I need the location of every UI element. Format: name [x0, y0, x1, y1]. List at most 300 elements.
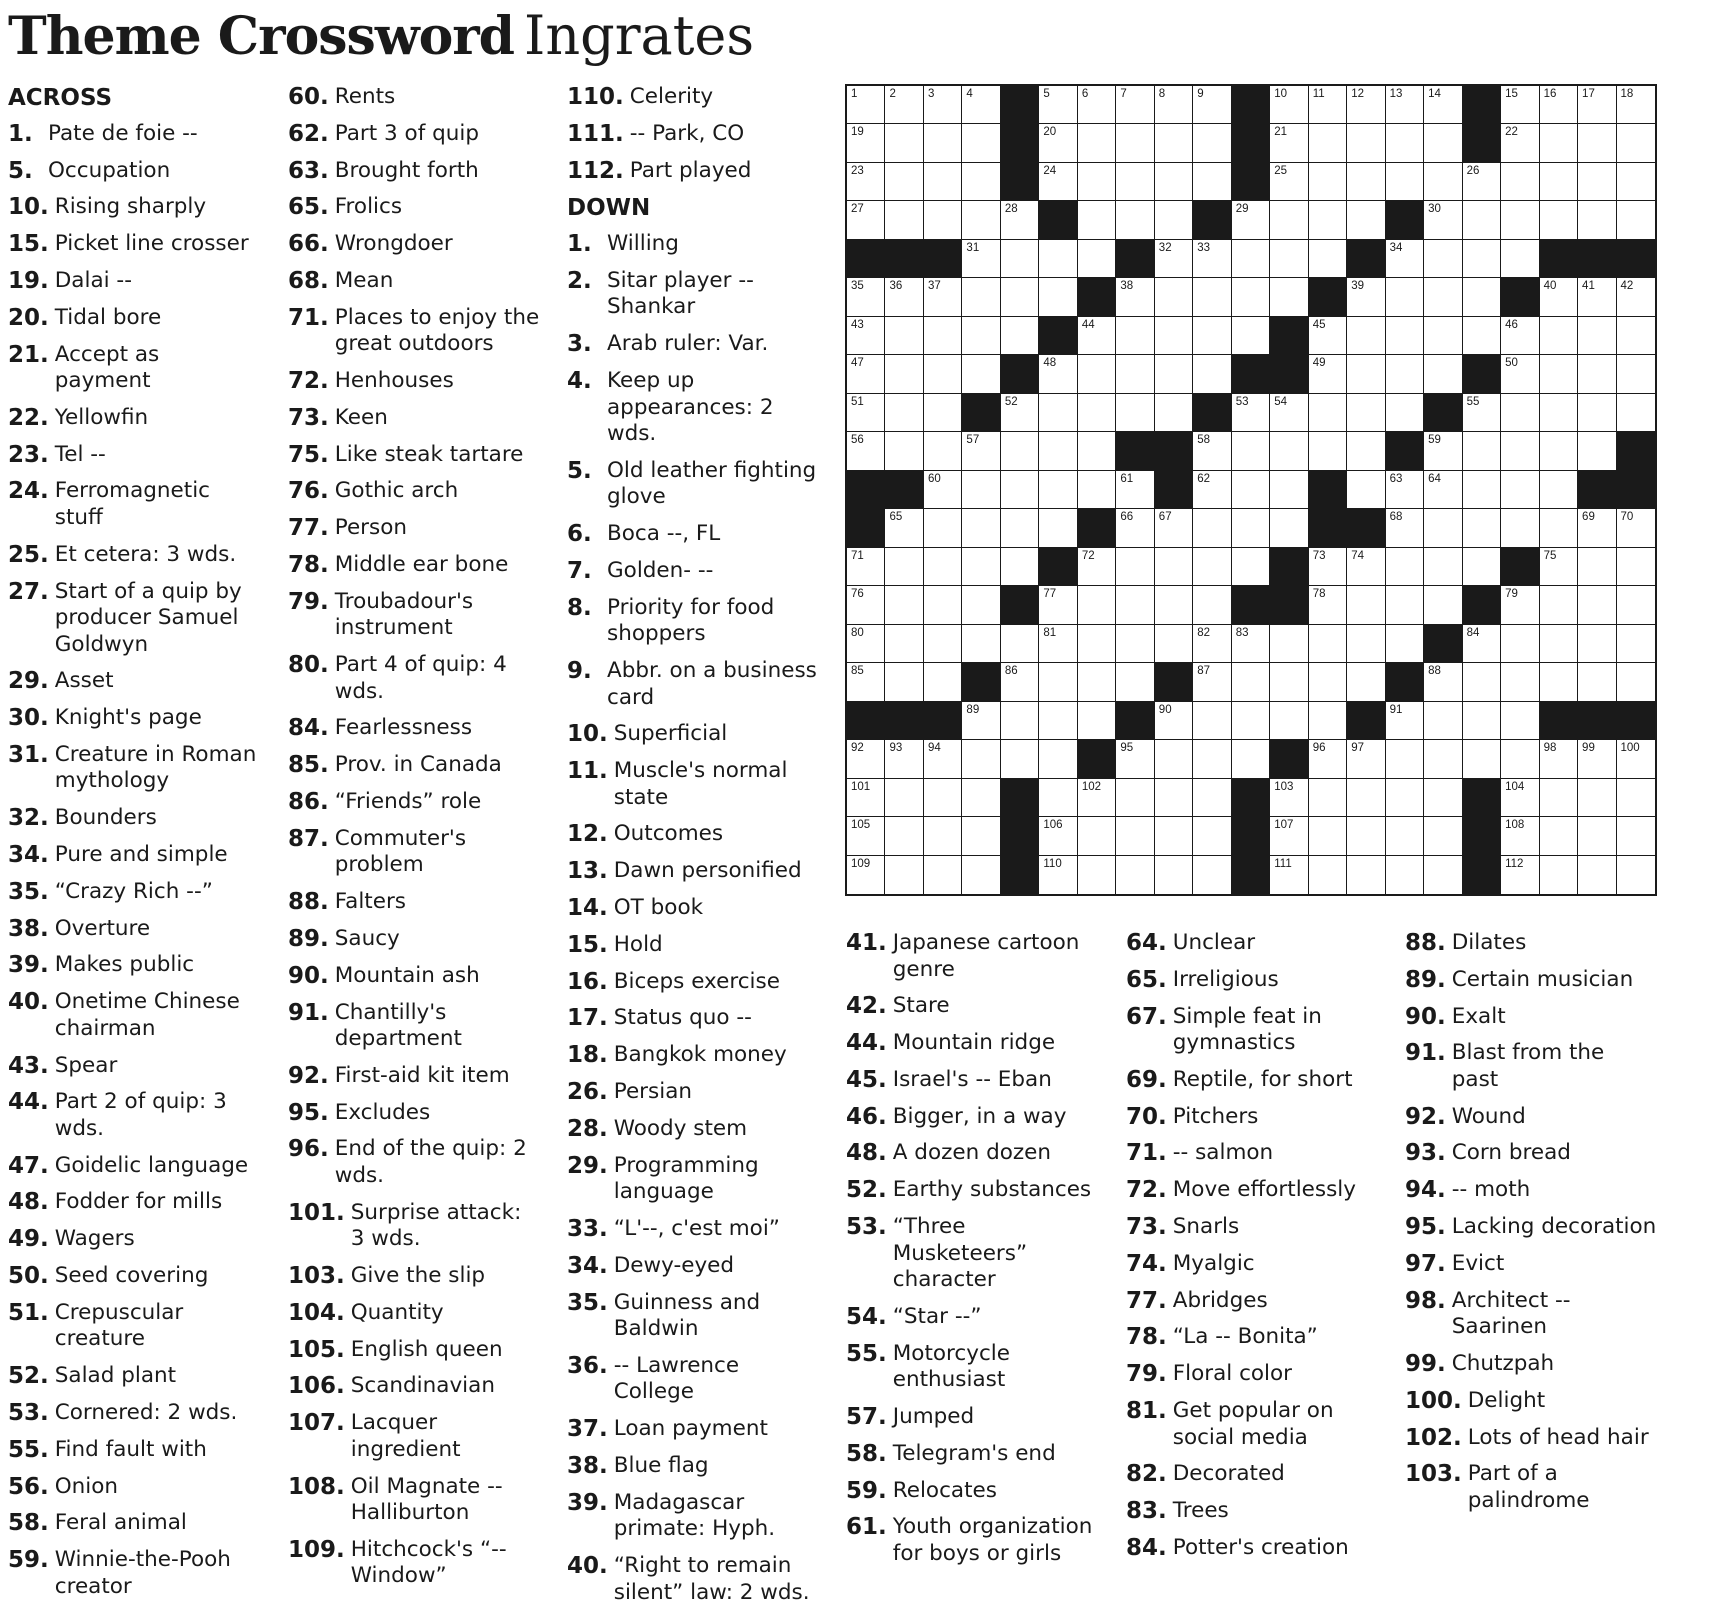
grid-cell[interactable] [1116, 548, 1154, 586]
grid-cell[interactable] [1155, 278, 1193, 316]
grid-cell[interactable] [1039, 163, 1077, 201]
grid-cell[interactable] [962, 740, 1000, 778]
grid-cell[interactable] [847, 124, 885, 162]
grid-cell[interactable] [962, 124, 1000, 162]
grid-cell[interactable] [1232, 201, 1270, 239]
grid-cell[interactable] [1540, 278, 1578, 316]
grid-cell[interactable] [1078, 432, 1116, 470]
grid-cell[interactable] [924, 317, 962, 355]
grid-cell[interactable] [1424, 548, 1462, 586]
grid-cell[interactable] [1078, 240, 1116, 278]
grid-cell[interactable] [1039, 355, 1077, 393]
grid-cell[interactable] [1039, 124, 1077, 162]
grid-cell[interactable] [885, 201, 923, 239]
grid-cell[interactable] [1501, 240, 1539, 278]
grid-cell[interactable] [1232, 278, 1270, 316]
grid-cell[interactable] [1039, 509, 1077, 547]
grid-cell[interactable] [1424, 856, 1462, 894]
grid-cell[interactable] [1078, 317, 1116, 355]
grid-cell[interactable] [885, 394, 923, 432]
grid-cell[interactable] [1309, 663, 1347, 701]
grid-cell[interactable] [847, 779, 885, 817]
grid-cell[interactable] [962, 856, 1000, 894]
grid-cell[interactable] [1155, 509, 1193, 547]
grid-cell[interactable] [1116, 740, 1154, 778]
grid-cell[interactable] [1232, 240, 1270, 278]
grid-cell[interactable] [885, 663, 923, 701]
grid-cell[interactable] [1001, 240, 1039, 278]
grid-cell[interactable] [1386, 740, 1424, 778]
grid-cell[interactable] [1155, 625, 1193, 663]
grid-cell[interactable] [1501, 586, 1539, 624]
grid-cell[interactable] [1540, 817, 1578, 855]
grid-cell[interactable] [1386, 548, 1424, 586]
grid-cell[interactable] [1155, 201, 1193, 239]
grid-cell[interactable] [885, 317, 923, 355]
grid-cell[interactable] [1578, 86, 1616, 124]
grid-cell[interactable] [1540, 86, 1578, 124]
grid-cell[interactable] [1386, 779, 1424, 817]
grid-cell[interactable] [1347, 355, 1385, 393]
grid-cell[interactable] [1540, 432, 1578, 470]
grid-cell[interactable] [1578, 163, 1616, 201]
grid-cell[interactable] [885, 779, 923, 817]
grid-cell[interactable] [1078, 394, 1116, 432]
grid-cell[interactable] [1578, 625, 1616, 663]
grid-cell[interactable] [1001, 702, 1039, 740]
grid-cell[interactable] [1193, 509, 1231, 547]
grid-cell[interactable] [962, 471, 1000, 509]
grid-cell[interactable] [1270, 432, 1308, 470]
grid-cell[interactable] [1309, 548, 1347, 586]
grid-cell[interactable] [1463, 740, 1501, 778]
grid-cell[interactable] [1193, 548, 1231, 586]
grid-cell[interactable] [1309, 201, 1347, 239]
grid-cell[interactable] [1193, 586, 1231, 624]
grid-cell[interactable] [1617, 625, 1655, 663]
grid-cell[interactable] [1347, 278, 1385, 316]
grid-cell[interactable] [924, 471, 962, 509]
grid-cell[interactable] [1578, 317, 1616, 355]
grid-cell[interactable] [1270, 625, 1308, 663]
grid-cell[interactable] [1578, 663, 1616, 701]
grid-cell[interactable] [847, 201, 885, 239]
grid-cell[interactable] [962, 817, 1000, 855]
grid-cell[interactable] [1039, 278, 1077, 316]
grid-cell[interactable] [1039, 471, 1077, 509]
grid-cell[interactable] [1116, 355, 1154, 393]
grid-cell[interactable] [1232, 394, 1270, 432]
grid-cell[interactable] [924, 124, 962, 162]
grid-cell[interactable] [1540, 201, 1578, 239]
grid-cell[interactable] [1155, 586, 1193, 624]
grid-cell[interactable] [1501, 740, 1539, 778]
grid-cell[interactable] [1116, 856, 1154, 894]
grid-cell[interactable] [1116, 317, 1154, 355]
grid-cell[interactable] [1386, 702, 1424, 740]
grid-cell[interactable] [1232, 663, 1270, 701]
grid-cell[interactable] [962, 779, 1000, 817]
grid-cell[interactable] [1463, 625, 1501, 663]
grid-cell[interactable] [1501, 856, 1539, 894]
grid-cell[interactable] [1463, 240, 1501, 278]
grid-cell[interactable] [1386, 817, 1424, 855]
grid-cell[interactable] [1501, 625, 1539, 663]
grid-cell[interactable] [885, 625, 923, 663]
grid-cell[interactable] [1347, 548, 1385, 586]
grid-cell[interactable] [1078, 663, 1116, 701]
grid-cell[interactable] [1617, 317, 1655, 355]
grid-cell[interactable] [1578, 355, 1616, 393]
grid-cell[interactable] [847, 817, 885, 855]
grid-cell[interactable] [1078, 355, 1116, 393]
grid-cell[interactable] [924, 201, 962, 239]
grid-cell[interactable] [1193, 278, 1231, 316]
grid-cell[interactable] [1386, 86, 1424, 124]
grid-cell[interactable] [1617, 86, 1655, 124]
grid-cell[interactable] [885, 432, 923, 470]
grid-cell[interactable] [1501, 317, 1539, 355]
grid-cell[interactable] [1309, 86, 1347, 124]
grid-cell[interactable] [1001, 317, 1039, 355]
grid-cell[interactable] [1347, 663, 1385, 701]
grid-cell[interactable] [1347, 856, 1385, 894]
grid-cell[interactable] [1386, 163, 1424, 201]
grid-cell[interactable] [1617, 817, 1655, 855]
grid-cell[interactable] [1578, 548, 1616, 586]
grid-cell[interactable] [1155, 702, 1193, 740]
grid-cell[interactable] [1155, 124, 1193, 162]
grid-cell[interactable] [962, 240, 1000, 278]
grid-cell[interactable] [1078, 779, 1116, 817]
grid-cell[interactable] [1193, 124, 1231, 162]
grid-cell[interactable] [1578, 740, 1616, 778]
grid-cell[interactable] [1078, 856, 1116, 894]
grid-cell[interactable] [1424, 201, 1462, 239]
grid-cell[interactable] [1232, 625, 1270, 663]
grid-cell[interactable] [1001, 394, 1039, 432]
grid-cell[interactable] [847, 355, 885, 393]
grid-cell[interactable] [885, 355, 923, 393]
grid-cell[interactable] [1617, 278, 1655, 316]
grid-cell[interactable] [1424, 317, 1462, 355]
grid-cell[interactable] [1578, 124, 1616, 162]
grid-cell[interactable] [1501, 817, 1539, 855]
grid-cell[interactable] [1232, 509, 1270, 547]
grid-cell[interactable] [847, 86, 885, 124]
grid-cell[interactable] [1039, 394, 1077, 432]
grid-cell[interactable] [1424, 702, 1462, 740]
grid-cell[interactable] [1463, 278, 1501, 316]
grid-cell[interactable] [1078, 201, 1116, 239]
grid-cell[interactable] [1501, 163, 1539, 201]
grid-cell[interactable] [924, 779, 962, 817]
grid-cell[interactable] [1386, 625, 1424, 663]
grid-cell[interactable] [1039, 86, 1077, 124]
grid-cell[interactable] [1039, 663, 1077, 701]
grid-cell[interactable] [924, 163, 962, 201]
grid-cell[interactable] [1155, 355, 1193, 393]
grid-cell[interactable] [962, 586, 1000, 624]
grid-cell[interactable] [1386, 355, 1424, 393]
grid-cell[interactable] [1155, 394, 1193, 432]
grid-cell[interactable] [1039, 817, 1077, 855]
grid-cell[interactable] [1347, 779, 1385, 817]
grid-cell[interactable] [1232, 702, 1270, 740]
grid-cell[interactable] [1193, 740, 1231, 778]
grid-cell[interactable] [1193, 86, 1231, 124]
grid-cell[interactable] [1540, 856, 1578, 894]
grid-cell[interactable] [1270, 471, 1308, 509]
grid-cell[interactable] [1501, 471, 1539, 509]
grid-cell[interactable] [1001, 432, 1039, 470]
grid-cell[interactable] [1193, 817, 1231, 855]
grid-cell[interactable] [1501, 779, 1539, 817]
grid-cell[interactable] [962, 278, 1000, 316]
grid-cell[interactable] [1501, 394, 1539, 432]
grid-cell[interactable] [1617, 740, 1655, 778]
grid-cell[interactable] [1232, 548, 1270, 586]
grid-cell[interactable] [1424, 779, 1462, 817]
grid-cell[interactable] [1193, 779, 1231, 817]
grid-cell[interactable] [1155, 740, 1193, 778]
grid-cell[interactable] [1116, 163, 1154, 201]
grid-cell[interactable] [1193, 471, 1231, 509]
grid-cell[interactable] [1578, 817, 1616, 855]
grid-cell[interactable] [1463, 548, 1501, 586]
grid-cell[interactable] [1424, 432, 1462, 470]
grid-cell[interactable] [1463, 432, 1501, 470]
grid-cell[interactable] [1347, 471, 1385, 509]
grid-cell[interactable] [1116, 201, 1154, 239]
grid-cell[interactable] [1617, 201, 1655, 239]
grid-cell[interactable] [1116, 817, 1154, 855]
grid-cell[interactable] [1347, 586, 1385, 624]
grid-cell[interactable] [847, 740, 885, 778]
grid-cell[interactable] [1193, 355, 1231, 393]
grid-cell[interactable] [1540, 779, 1578, 817]
grid-cell[interactable] [1463, 509, 1501, 547]
grid-cell[interactable] [1309, 586, 1347, 624]
grid-cell[interactable] [847, 394, 885, 432]
grid-cell[interactable] [1347, 317, 1385, 355]
grid-cell[interactable] [1424, 817, 1462, 855]
grid-cell[interactable] [962, 355, 1000, 393]
grid-cell[interactable] [1463, 163, 1501, 201]
grid-cell[interactable] [1270, 163, 1308, 201]
grid-cell[interactable] [1193, 663, 1231, 701]
grid-cell[interactable] [1347, 740, 1385, 778]
grid-cell[interactable] [1309, 432, 1347, 470]
grid-cell[interactable] [1270, 278, 1308, 316]
grid-cell[interactable] [1386, 856, 1424, 894]
grid-cell[interactable] [1078, 548, 1116, 586]
grid-cell[interactable] [885, 856, 923, 894]
grid-cell[interactable] [1347, 163, 1385, 201]
grid-cell[interactable] [1116, 625, 1154, 663]
grid-cell[interactable] [1578, 201, 1616, 239]
grid-cell[interactable] [924, 355, 962, 393]
grid-cell[interactable] [924, 586, 962, 624]
grid-cell[interactable] [1540, 663, 1578, 701]
grid-cell[interactable] [1039, 740, 1077, 778]
grid-cell[interactable] [1463, 394, 1501, 432]
grid-cell[interactable] [1501, 201, 1539, 239]
grid-cell[interactable] [1424, 509, 1462, 547]
grid-cell[interactable] [1347, 432, 1385, 470]
grid-cell[interactable] [1540, 124, 1578, 162]
grid-cell[interactable] [1424, 740, 1462, 778]
grid-cell[interactable] [1578, 394, 1616, 432]
grid-cell[interactable] [1578, 856, 1616, 894]
grid-cell[interactable] [1232, 317, 1270, 355]
grid-cell[interactable] [1193, 856, 1231, 894]
grid-cell[interactable] [1540, 355, 1578, 393]
grid-cell[interactable] [1078, 86, 1116, 124]
grid-cell[interactable] [1155, 856, 1193, 894]
grid-cell[interactable] [1232, 432, 1270, 470]
grid-cell[interactable] [1386, 586, 1424, 624]
grid-cell[interactable] [1270, 702, 1308, 740]
grid-cell[interactable] [1424, 124, 1462, 162]
grid-cell[interactable] [1039, 432, 1077, 470]
grid-cell[interactable] [1424, 86, 1462, 124]
grid-cell[interactable] [962, 432, 1000, 470]
grid-cell[interactable] [1501, 355, 1539, 393]
grid-cell[interactable] [1540, 625, 1578, 663]
grid-cell[interactable] [1617, 856, 1655, 894]
grid-cell[interactable] [1617, 163, 1655, 201]
grid-cell[interactable] [1617, 394, 1655, 432]
grid-cell[interactable] [885, 817, 923, 855]
grid-cell[interactable] [1540, 471, 1578, 509]
grid-cell[interactable] [1501, 86, 1539, 124]
grid-cell[interactable] [1232, 740, 1270, 778]
grid-cell[interactable] [1270, 394, 1308, 432]
grid-cell[interactable] [1270, 856, 1308, 894]
grid-cell[interactable] [1347, 625, 1385, 663]
grid-cell[interactable] [1116, 471, 1154, 509]
grid-cell[interactable] [885, 509, 923, 547]
grid-cell[interactable] [1309, 817, 1347, 855]
grid-cell[interactable] [1424, 471, 1462, 509]
grid-cell[interactable] [1617, 548, 1655, 586]
grid-cell[interactable] [1193, 163, 1231, 201]
grid-cell[interactable] [1617, 586, 1655, 624]
grid-cell[interactable] [1270, 817, 1308, 855]
grid-cell[interactable] [1039, 779, 1077, 817]
grid-cell[interactable] [1617, 779, 1655, 817]
grid-cell[interactable] [1540, 163, 1578, 201]
grid-cell[interactable] [1347, 124, 1385, 162]
grid-cell[interactable] [1116, 663, 1154, 701]
grid-cell[interactable] [1116, 86, 1154, 124]
grid-cell[interactable] [1578, 432, 1616, 470]
grid-cell[interactable] [1078, 817, 1116, 855]
grid-cell[interactable] [1116, 394, 1154, 432]
grid-cell[interactable] [1386, 278, 1424, 316]
grid-cell[interactable] [1001, 663, 1039, 701]
grid-cell[interactable] [1193, 317, 1231, 355]
grid-cell[interactable] [1270, 124, 1308, 162]
grid-cell[interactable] [1039, 856, 1077, 894]
grid-cell[interactable] [1309, 625, 1347, 663]
grid-cell[interactable] [1501, 432, 1539, 470]
grid-cell[interactable] [962, 86, 1000, 124]
grid-cell[interactable] [1386, 509, 1424, 547]
grid-cell[interactable] [847, 625, 885, 663]
grid-cell[interactable] [1155, 163, 1193, 201]
grid-cell[interactable] [962, 625, 1000, 663]
grid-cell[interactable] [1309, 317, 1347, 355]
grid-cell[interactable] [924, 432, 962, 470]
grid-cell[interactable] [924, 548, 962, 586]
grid-cell[interactable] [1270, 86, 1308, 124]
grid-cell[interactable] [962, 509, 1000, 547]
grid-cell[interactable] [962, 317, 1000, 355]
grid-cell[interactable] [1463, 317, 1501, 355]
grid-cell[interactable] [885, 548, 923, 586]
grid-cell[interactable] [1116, 278, 1154, 316]
grid-cell[interactable] [847, 548, 885, 586]
grid-cell[interactable] [1270, 509, 1308, 547]
grid-cell[interactable] [1193, 432, 1231, 470]
grid-cell[interactable] [1578, 509, 1616, 547]
grid-cell[interactable] [885, 740, 923, 778]
grid-cell[interactable] [1155, 817, 1193, 855]
grid-cell[interactable] [1155, 240, 1193, 278]
grid-cell[interactable] [885, 163, 923, 201]
grid-cell[interactable] [1424, 278, 1462, 316]
grid-cell[interactable] [924, 663, 962, 701]
grid-cell[interactable] [1116, 124, 1154, 162]
grid-cell[interactable] [1039, 702, 1077, 740]
grid-cell[interactable] [1270, 240, 1308, 278]
grid-cell[interactable] [1309, 779, 1347, 817]
grid-cell[interactable] [1155, 548, 1193, 586]
grid-cell[interactable] [1270, 779, 1308, 817]
grid-cell[interactable] [1270, 663, 1308, 701]
grid-cell[interactable] [1424, 586, 1462, 624]
grid-cell[interactable] [847, 432, 885, 470]
grid-cell[interactable] [1309, 702, 1347, 740]
grid-cell[interactable] [1155, 779, 1193, 817]
grid-cell[interactable] [1540, 509, 1578, 547]
grid-cell[interactable] [1386, 394, 1424, 432]
grid-cell[interactable] [1155, 86, 1193, 124]
grid-cell[interactable] [1309, 740, 1347, 778]
grid-cell[interactable] [1309, 394, 1347, 432]
grid-cell[interactable] [1501, 702, 1539, 740]
grid-cell[interactable] [1540, 740, 1578, 778]
grid-cell[interactable] [1039, 586, 1077, 624]
grid-cell[interactable] [1116, 779, 1154, 817]
grid-cell[interactable] [1116, 586, 1154, 624]
grid-cell[interactable] [1386, 317, 1424, 355]
grid-cell[interactable] [1116, 509, 1154, 547]
grid-cell[interactable] [1078, 586, 1116, 624]
grid-cell[interactable] [1540, 548, 1578, 586]
grid-cell[interactable] [924, 740, 962, 778]
grid-cell[interactable] [1617, 355, 1655, 393]
grid-cell[interactable] [1578, 779, 1616, 817]
grid-cell[interactable] [1540, 317, 1578, 355]
grid-cell[interactable] [1424, 663, 1462, 701]
grid-cell[interactable] [885, 278, 923, 316]
grid-cell[interactable] [847, 317, 885, 355]
grid-cell[interactable] [924, 625, 962, 663]
grid-cell[interactable] [1463, 471, 1501, 509]
